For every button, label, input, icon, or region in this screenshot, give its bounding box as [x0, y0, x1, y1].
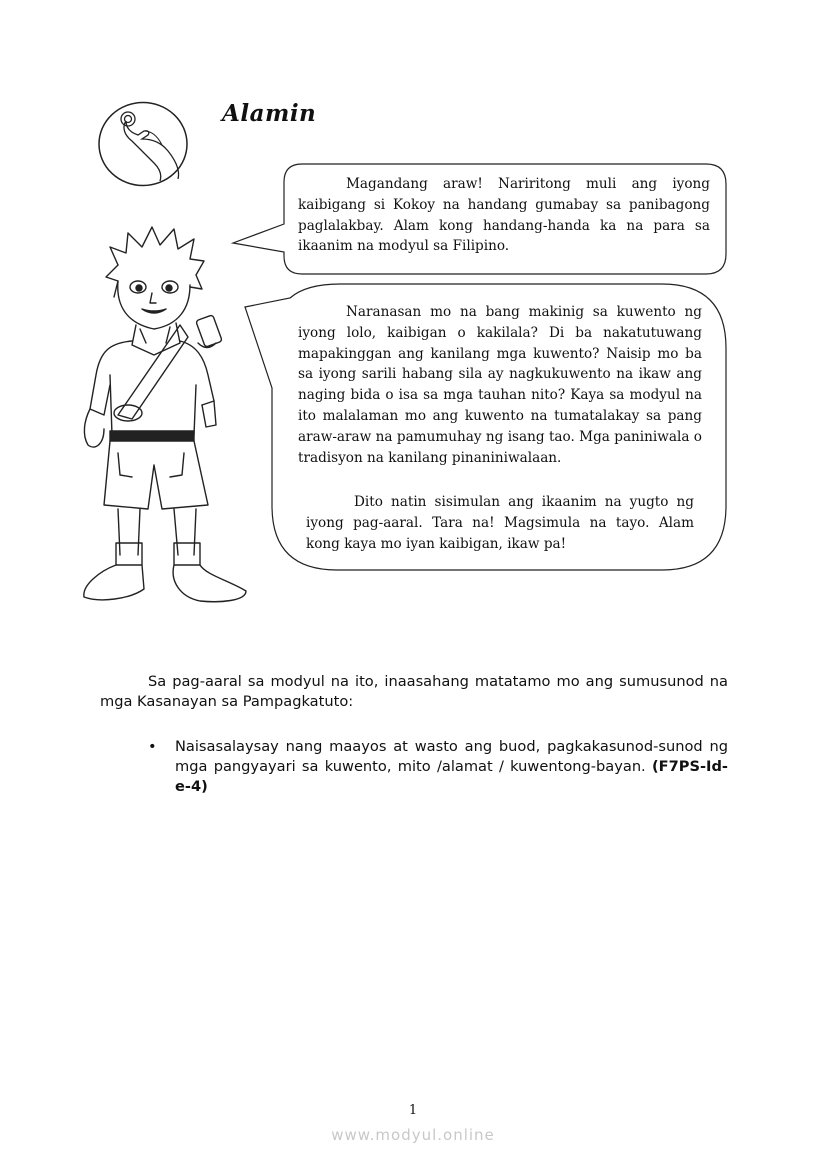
- kokoy-character-illustration: [70, 225, 260, 610]
- speech-question: Naranasan mo na bang makinig sa kuwento ng iyong lolo, kaibigan o kakilala? Di ba nakatutuwang mapakinggan ang kanilang mga kuwento? Naisip mo ba sa iyong sarili habang sila ay nagkukuwento na ikaw ang naging bida o isa sa mga tauhan nito? Kaya sa modyul na ito malalaman mo ang kuwento na tumatalakay sa pang araw-araw na pamumuhay ng isang tao. Mga paniniwala o tradisyon na kanilang pinaniniwalaan.: [298, 304, 702, 466]
- competency-code: (F7PS-Id-e-4): [175, 758, 728, 795]
- competency-text: Naisasalaysay nang maayos at wasto ang buod, pagkakasunod-sunod ng mga pangyayari sa kuwento, mito /alamat / kuwentong-bayan.: [175, 738, 728, 775]
- bullet-icon: •: [148, 738, 157, 755]
- watermark: www.modyul.online: [331, 1126, 495, 1144]
- speech-greeting: Magandang araw! Nariritong muli ang iyong kaibigang si Kokoy na handang gumabay sa panibagong paglalakbay. Alam kong handang-handa ka na para sa ikaanim na modyul sa Filipino.: [298, 176, 710, 255]
- page-number: 1: [408, 1103, 418, 1118]
- list-item: [148, 737, 728, 797]
- module-intro: Sa pag-aaral sa modyul na ito, inaasahang matatamo mo ang sumusunod na mga Kasanayan sa Pampagkatuto:: [100, 673, 728, 710]
- speech-closing: Dito natin sisimulan ang ikaanim na yugto ng iyong pag-aaral. Tara na! Magsimula na tayo. Alam kong kaya mo iyan kaibigan, ikaw pa!: [306, 494, 694, 552]
- competency-list: [148, 737, 728, 797]
- section-title: Alamin: [222, 100, 317, 127]
